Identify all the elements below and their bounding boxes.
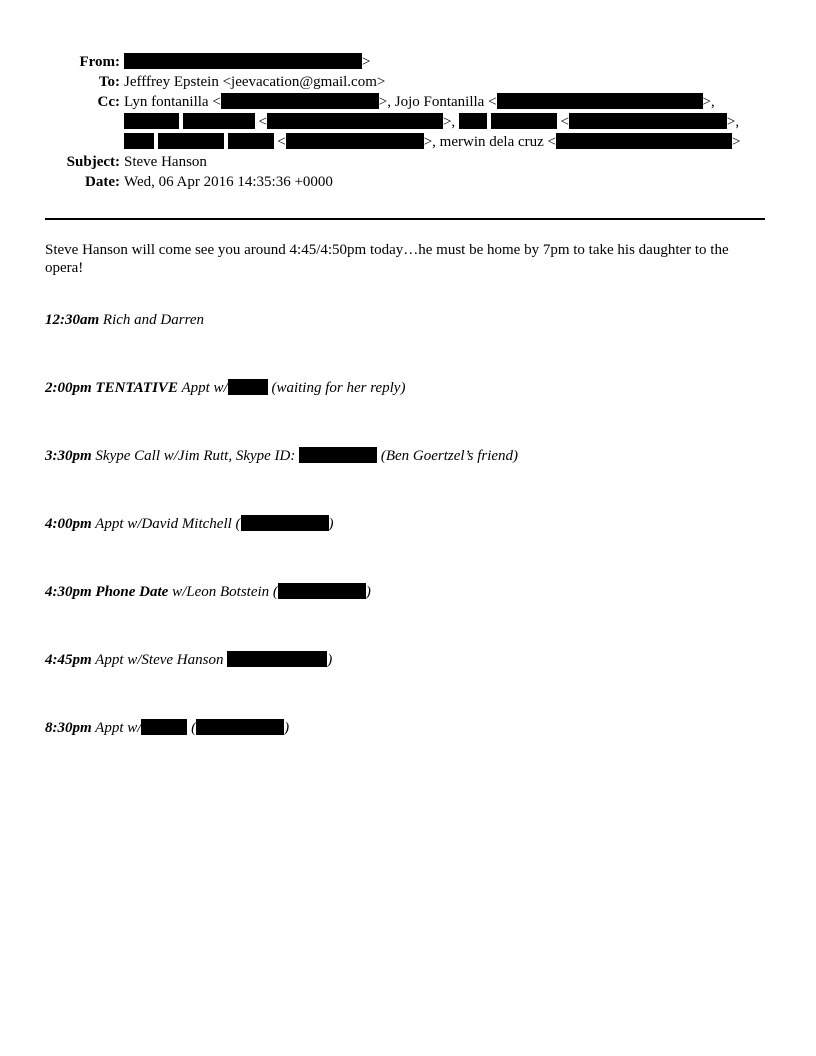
schedule-entry-830pm xyxy=(45,719,289,737)
redaction-block xyxy=(183,113,255,129)
entry-time: 3:30pm xyxy=(45,448,92,464)
subject-label: Subject: xyxy=(66,154,120,170)
cc-row-3 xyxy=(0,133,816,153)
cc-row xyxy=(0,93,816,113)
redaction-block xyxy=(141,719,187,735)
message-intro: Steve Hanson will come see you around 4:45/4:50pm today…he must be home by 7pm to take his daughter to the opera! xyxy=(45,242,729,276)
cc-lt: < xyxy=(258,114,267,130)
entry-text: Appt w/Steve Hanson xyxy=(95,652,224,668)
schedule-entry-330pm xyxy=(45,447,518,465)
cc-jojo: >, Jojo Fontanilla < xyxy=(378,94,497,110)
redaction-block xyxy=(286,133,424,149)
entry-note: (Ben Goertzel’s friend) xyxy=(380,448,519,464)
header-divider xyxy=(45,218,765,220)
entry-time: 2:00pm xyxy=(45,380,92,396)
cc-merwin: >, merwin dela cruz < xyxy=(423,134,557,150)
entry-tag: Phone Date xyxy=(95,584,169,600)
entry-text: Appt w/ xyxy=(95,720,142,736)
date-value: Wed, 06 Apr 2016 14:35:36 +0000 xyxy=(124,174,333,190)
cc-sep: >, xyxy=(442,114,456,130)
redaction-block xyxy=(459,113,487,129)
redaction-block xyxy=(124,113,179,129)
redaction-block xyxy=(497,93,703,109)
cc-value-line-2 xyxy=(124,113,739,131)
entry-time: 8:30pm xyxy=(45,720,92,736)
schedule-entry-400pm xyxy=(45,515,334,533)
redaction-block xyxy=(221,93,379,109)
redaction-block xyxy=(158,133,224,149)
redaction-block xyxy=(228,379,268,395)
redaction-block xyxy=(267,113,443,129)
entry-text: Appt w/David Mitchell ( xyxy=(95,516,241,532)
date-row xyxy=(0,173,816,193)
entry-close: ) xyxy=(327,652,333,668)
redaction-block xyxy=(569,113,727,129)
entry-close: ) xyxy=(365,584,371,600)
entry-time: 4:00pm xyxy=(45,516,92,532)
schedule-entry-1230am xyxy=(45,311,204,329)
email-header xyxy=(0,53,816,193)
date-label: Date: xyxy=(85,174,120,190)
redaction-block xyxy=(491,113,557,129)
entry-text: w/Leon Botstein ( xyxy=(172,584,278,600)
cc-sep: >, xyxy=(726,114,740,130)
entry-text: Appt w/ xyxy=(181,380,228,396)
redaction-block xyxy=(556,133,732,149)
cc-end: > xyxy=(732,134,741,150)
entry-close: ) xyxy=(284,720,290,736)
from-suffix: > xyxy=(362,54,371,70)
from-label: From: xyxy=(79,54,120,70)
cc-label: Cc: xyxy=(97,94,120,110)
schedule-entry-445pm xyxy=(45,651,332,669)
entry-text: Rich and Darren xyxy=(102,312,205,328)
to-label: To: xyxy=(98,74,120,90)
cc-lt: < xyxy=(277,134,286,150)
entry-note: (waiting for her reply) xyxy=(271,380,406,396)
cc-value-line-3 xyxy=(124,133,740,151)
entry-time: 4:30pm xyxy=(45,584,92,600)
entry-tag: TENTATIVE xyxy=(95,380,178,396)
redaction-block xyxy=(299,447,377,463)
subject-row xyxy=(0,153,816,173)
entry-text: Skype Call w/Jim Rutt, Skype ID: xyxy=(95,448,296,464)
entry-open: ( xyxy=(191,720,197,736)
from-row xyxy=(0,53,816,73)
redaction-block xyxy=(228,133,274,149)
cc-lyn: Lyn fontanilla < xyxy=(124,94,221,110)
redaction-block xyxy=(278,583,366,599)
entry-close: ) xyxy=(328,516,334,532)
cc-sep: >, xyxy=(702,94,715,110)
entry-time: 4:45pm xyxy=(45,652,92,668)
redaction-block xyxy=(124,133,154,149)
schedule-entry-430pm xyxy=(45,583,371,601)
cc-row-2 xyxy=(0,113,816,133)
entry-time: 12:30am xyxy=(45,312,100,328)
subject-value: Steve Hanson xyxy=(124,154,207,170)
redaction-block xyxy=(196,719,284,735)
redaction-block xyxy=(227,651,327,667)
to-row xyxy=(0,73,816,93)
to-value: Jefffrey Epstein <jeevacation@gmail.com> xyxy=(124,74,386,90)
cc-lt: < xyxy=(560,114,569,130)
redaction-block xyxy=(124,53,362,69)
redaction-block xyxy=(241,515,329,531)
cc-value-line-1 xyxy=(124,93,715,111)
from-value xyxy=(124,53,370,71)
schedule-entry-200pm xyxy=(45,379,405,397)
